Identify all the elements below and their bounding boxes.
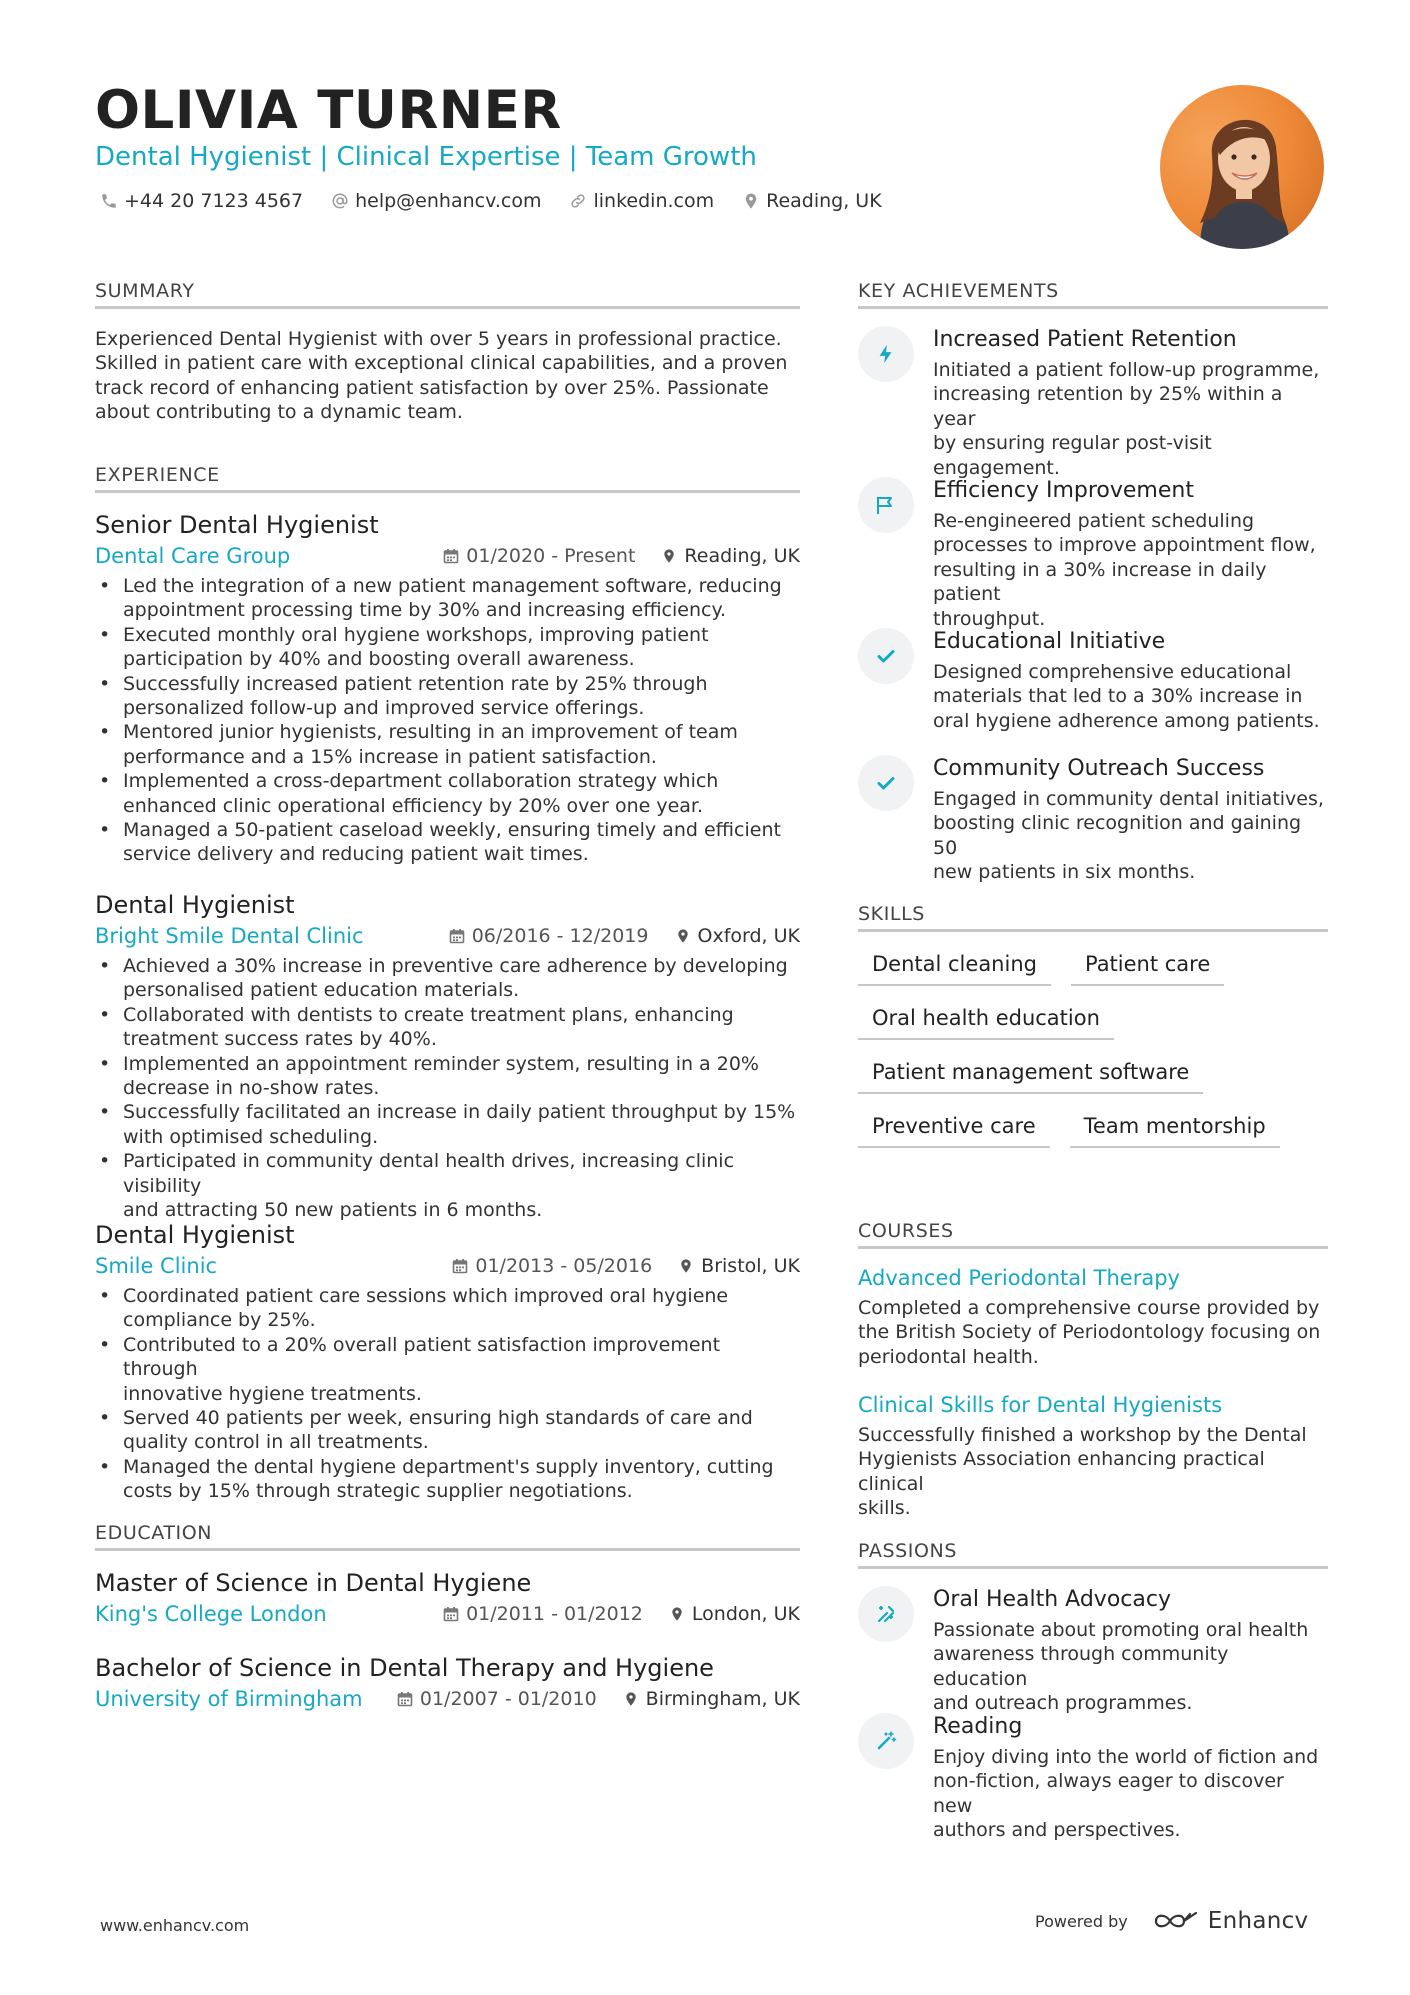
education-entry [95, 1568, 800, 1626]
bullet-item: • Coordinated patient care sessions which improved oral hygiene compliance by 25%. [95, 1284, 800, 1333]
skill-tag: Preventive care [858, 1112, 1050, 1148]
job-dates: 01/2020 - Present [466, 545, 636, 567]
bullet-item: • Served 40 patients per week, ensuring high standards of care and quality control in all treatments. [95, 1406, 800, 1455]
section-divider [95, 1548, 800, 1551]
magic-wand-icon [874, 1729, 898, 1753]
company-name: Dental Care Group [95, 544, 291, 568]
bullet-item: • Participated in community dental health drives, increasing clinic visibility and attracting 50 new patients in 6 months. [95, 1149, 800, 1222]
location-pin-icon [661, 548, 677, 564]
section-divider [858, 1246, 1328, 1249]
job-location: Oxford, UK [697, 925, 800, 947]
summary-text: Experienced Dental Hygienist with over 5 years in professional practice. Skilled in patient care with exceptional clinical capabilities, and a proven track record of enhancing patient satisfaction by over 25%. Passionate about contributing to a dynamic team. [95, 328, 788, 424]
job-dates: 06/2016 - 12/2019 [471, 925, 649, 947]
passion-title: Oral Health Advocacy [933, 1587, 1171, 1612]
job-location: Bristol, UK [701, 1255, 800, 1277]
check-icon [874, 771, 898, 795]
section-title-education: EDUCATION [95, 1522, 213, 1544]
achievement-description: Engaged in community dental initiatives, boosting clinic recognition and gaining 50 new patients in six months. [933, 788, 1324, 884]
bullet-item: • Achieved a 30% increase in preventive care adherence by developing personalised patient education materials. [95, 954, 800, 1003]
section-title-experience: EXPERIENCE [95, 464, 220, 486]
job-bullets [95, 1284, 800, 1504]
course-title: Clinical Skills for Dental Hygienists [858, 1393, 1223, 1417]
check-icon [874, 644, 898, 668]
section-title-achievements: KEY ACHIEVEMENTS [858, 280, 1059, 302]
course-title: Advanced Periodontal Therapy [858, 1266, 1180, 1290]
bullet-item: • Managed the dental hygiene department's supply inventory, cutting costs by 15% through strategic supplier negotiations. [95, 1455, 800, 1504]
skill-tag: Dental cleaning [858, 950, 1051, 986]
candidate-name: OLIVIA TURNER [95, 80, 562, 141]
skill-tag: Patient care [1071, 950, 1224, 986]
achievement-title: Increased Patient Retention [933, 327, 1237, 352]
location-pin-icon [669, 1606, 685, 1622]
passion-description: Passionate about promoting oral health awareness through community education and outreach programmes. [933, 1619, 1309, 1715]
contact-phone: +44 20 7123 4567 [100, 190, 303, 212]
contact-bar [100, 190, 910, 212]
achievement-title: Educational Initiative [933, 629, 1166, 654]
calendar-icon [452, 1258, 468, 1274]
skill-tag: Patient management software [858, 1058, 1203, 1094]
section-divider [95, 306, 800, 309]
course-item [858, 1391, 1328, 1521]
job-dates: 01/2013 - 05/2016 [475, 1255, 653, 1277]
bullet-item: • Contributed to a 20% overall patient satisfaction improvement through innovative hygiene treatments. [95, 1333, 800, 1406]
calendar-icon [443, 1606, 459, 1622]
contact-location: Reading, UK [742, 190, 882, 212]
footer-branding [1035, 1908, 1308, 1934]
section-title-skills: SKILLS [858, 903, 925, 925]
bullet-item: • Implemented an appointment reminder system, resulting in a 20% decrease in no-show rates. [95, 1052, 800, 1101]
at-icon [331, 192, 349, 210]
section-divider [858, 929, 1328, 932]
achievement-description: Initiated a patient follow-up programme, increasing retention by 25% within a year by ensuring regular post-visit engagement. [933, 359, 1320, 479]
skill-tag: Oral health education [858, 1004, 1114, 1040]
flag-icon [874, 493, 898, 517]
profile-photo-image [1160, 85, 1324, 249]
achievement-title: Community Outreach Success [933, 756, 1265, 781]
section-divider [95, 490, 800, 493]
education-dates: 01/2011 - 01/2012 [466, 1603, 643, 1625]
passion-item [858, 1713, 1328, 1843]
education-location: London, UK [691, 1603, 800, 1625]
profile-photo [1160, 85, 1324, 249]
achievement-item [858, 755, 1328, 885]
skill-tag: Team mentorship [1070, 1112, 1280, 1148]
calendar-icon [397, 1691, 413, 1707]
degree-title: Master of Science in Dental Hygiene [95, 1569, 532, 1597]
link-icon [569, 192, 587, 210]
contact-email[interactable]: help@enhancv.com [331, 190, 541, 212]
location-pin-icon [678, 1258, 694, 1274]
school-name: King's College London [95, 1602, 327, 1626]
company-name: Bright Smile Dental Clinic [95, 924, 364, 948]
achievement-item [858, 326, 1328, 480]
school-name: University of Birmingham [95, 1687, 363, 1711]
bullet-item: • Led the integration of a new patient management software, reducing appointment processing time by 30% and increasing efficiency. [95, 574, 800, 623]
course-item [858, 1264, 1328, 1369]
section-title-passions: PASSIONS [858, 1540, 957, 1562]
section-divider [858, 306, 1328, 309]
bullet-item: • Executed monthly oral hygiene workshops, improving patient participation by 40% and boosting overall awareness. [95, 623, 800, 672]
experience-entry [95, 890, 800, 1222]
calendar-icon [449, 928, 465, 944]
bullet-item: • Implemented a cross-department collaboration strategy which enhanced clinic operational efficiency by 20% over one year. [95, 769, 800, 818]
bullet-item: • Successfully increased patient retention rate by 25% through personalized follow-up and improved service offerings. [95, 672, 800, 721]
calendar-icon [443, 548, 459, 564]
location-pin-icon [742, 192, 760, 210]
enhancv-logo-icon [1152, 1909, 1200, 1933]
achievement-item [858, 477, 1328, 631]
course-description: Successfully finished a workshop by the Dental Hygienists Association enhancing practical clinical skills. [858, 1424, 1307, 1520]
location-pin-icon [675, 928, 691, 944]
bullet-item: • Successfully facilitated an increase in daily patient throughput by 15% with optimised scheduling. [95, 1100, 800, 1149]
passion-item [858, 1586, 1328, 1716]
phone-icon [100, 192, 118, 210]
job-location: Reading, UK [684, 545, 800, 567]
education-entry [95, 1653, 800, 1711]
lightning-icon [875, 343, 897, 365]
tooth-tools-icon [874, 1602, 898, 1626]
degree-title: Bachelor of Science in Dental Therapy and Hygiene [95, 1654, 714, 1682]
job-title: Dental Hygienist [95, 1221, 295, 1249]
passion-title: Reading [933, 1714, 1023, 1739]
job-title: Senior Dental Hygienist [95, 511, 379, 539]
course-description: Completed a comprehensive course provided by the British Society of Periodontology focusing on periodontal health. [858, 1297, 1321, 1368]
achievement-description: Re-engineered patient scheduling processes to improve appointment flow, resulting in a 30% increase in daily patient throughput. [933, 510, 1316, 630]
powered-by-label: Powered by [1035, 1911, 1128, 1931]
education-dates: 01/2007 - 01/2010 [419, 1688, 597, 1710]
education-location: Birmingham, UK [645, 1688, 800, 1710]
bullet-item: • Collaborated with dentists to create treatment plans, enhancing treatment success rates by 40%. [95, 1003, 800, 1052]
experience-entry [95, 510, 800, 867]
job-title: Dental Hygienist [95, 891, 295, 919]
company-name: Smile Clinic [95, 1254, 218, 1278]
achievement-description: Designed comprehensive educational materials that led to a 30% increase in oral hygiene adherence among patients. [933, 661, 1320, 732]
skills-list [858, 950, 1328, 1166]
achievement-item [858, 628, 1328, 733]
bullet-item: • Managed a 50-patient caseload weekly, ensuring timely and efficient service delivery and reducing patient wait times. [95, 818, 800, 867]
location-pin-icon [623, 1691, 639, 1707]
achievement-title: Efficiency Improvement [933, 478, 1194, 503]
brand-name: Enhancv [1207, 1908, 1309, 1934]
job-bullets [95, 574, 800, 867]
section-divider [858, 1566, 1328, 1569]
section-title-summary: SUMMARY [95, 280, 195, 302]
job-bullets [95, 954, 800, 1222]
footer-website[interactable]: www.enhancv.com [100, 1916, 250, 1935]
candidate-headline: Dental Hygienist | Clinical Expertise | Team Growth [95, 142, 757, 172]
bullet-item: • Mentored junior hygienists, resulting in an improvement of team performance and a 15% increase in patient satisfaction. [95, 720, 800, 769]
contact-linkedin[interactable]: linkedin.com [569, 190, 714, 212]
passion-description: Enjoy diving into the world of fiction and non-fiction, always eager to discover new authors and perspectives. [933, 1746, 1319, 1842]
experience-entry [95, 1220, 800, 1504]
section-title-courses: COURSES [858, 1220, 954, 1242]
